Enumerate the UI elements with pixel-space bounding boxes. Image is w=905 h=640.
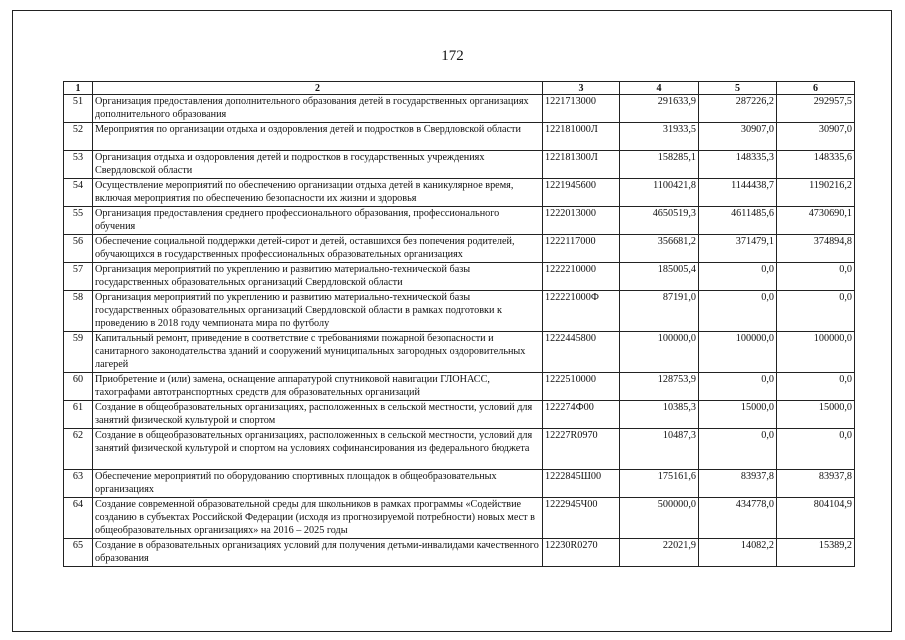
column-header: 6 <box>777 82 855 95</box>
row-number: 62 <box>64 429 93 470</box>
amount-col-5: 0,0 <box>699 263 777 291</box>
amount-col-4: 10385,3 <box>620 401 699 429</box>
amount-col-6: 4730690,1 <box>777 207 855 235</box>
row-number: 61 <box>64 401 93 429</box>
column-header: 4 <box>620 82 699 95</box>
amount-col-6: 148335,6 <box>777 151 855 179</box>
row-number: 54 <box>64 179 93 207</box>
budget-code: 1222945Ч00 <box>543 498 620 539</box>
budget-code: 1222445800 <box>543 332 620 373</box>
amount-col-5: 100000,0 <box>699 332 777 373</box>
amount-col-6: 374894,8 <box>777 235 855 263</box>
column-header: 2 <box>93 82 543 95</box>
table-row <box>64 429 855 470</box>
amount-col-5: 0,0 <box>699 291 777 332</box>
row-number: 56 <box>64 235 93 263</box>
column-header: 5 <box>699 82 777 95</box>
row-number: 59 <box>64 332 93 373</box>
amount-col-4: 4650519,3 <box>620 207 699 235</box>
budget-code: 122274Ф00 <box>543 401 620 429</box>
amount-col-6: 292957,5 <box>777 95 855 123</box>
amount-col-5: 83937,8 <box>699 470 777 498</box>
budget-code: 12230R0270 <box>543 539 620 567</box>
amount-col-4: 500000,0 <box>620 498 699 539</box>
page-number: 172 <box>441 48 464 64</box>
table-row <box>64 498 855 539</box>
row-description: Организация предоставления среднего профессионального образования, профессионального обучения <box>93 207 543 235</box>
budget-table <box>63 81 855 567</box>
table-row <box>64 263 855 291</box>
row-description: Осуществление мероприятий по обеспечению организации отдыха детей в каникулярное время, включая мероприятия по обеспечению безопасности их жизни и здоровья <box>93 179 543 207</box>
row-description: Организация отдыха и оздоровления детей и подростков в государственных учреждениях Свердловской области <box>93 151 543 179</box>
row-number: 60 <box>64 373 93 401</box>
budget-code: 1221945600 <box>543 179 620 207</box>
row-number: 63 <box>64 470 93 498</box>
amount-col-4: 158285,1 <box>620 151 699 179</box>
row-description: Создание в общеобразовательных организациях, расположенных в сельской местности, условий для занятий физической культурой и спортом на условиях софинансирования из федерального бюджета <box>93 429 543 470</box>
row-description: Капитальный ремонт, приведение в соответствие с требованиями пожарной безопасности и санитарного законодательства зданий и сооружений муниципальных загородных оздоровительных лагерей <box>93 332 543 373</box>
row-description: Создание в общеобразовательных организациях, расположенных в сельской местности, условий для занятий физической культурой и спортом <box>93 401 543 429</box>
amount-col-6: 15389,2 <box>777 539 855 567</box>
row-number: 51 <box>64 95 93 123</box>
row-description: Обеспечение мероприятий по оборудованию спортивных площадок в общеобразовательных организациях <box>93 470 543 498</box>
amount-col-4: 22021,9 <box>620 539 699 567</box>
amount-col-6: 804104,9 <box>777 498 855 539</box>
amount-col-5: 14082,2 <box>699 539 777 567</box>
amount-col-5: 287226,2 <box>699 95 777 123</box>
budget-code: 1222510000 <box>543 373 620 401</box>
amount-col-6: 30907,0 <box>777 123 855 151</box>
table-row <box>64 470 855 498</box>
table-row <box>64 332 855 373</box>
budget-code: 122181300Л <box>543 151 620 179</box>
row-number: 57 <box>64 263 93 291</box>
table-row <box>64 151 855 179</box>
amount-col-5: 434778,0 <box>699 498 777 539</box>
table-row <box>64 539 855 567</box>
budget-code: 122221000Ф <box>543 291 620 332</box>
column-header: 3 <box>543 82 620 95</box>
amount-col-6: 83937,8 <box>777 470 855 498</box>
row-description: Организация мероприятий по укреплению и развитию материально-технической базы государственных образовательных организаций Свердловской области <box>93 263 543 291</box>
table-row <box>64 179 855 207</box>
row-description: Организация мероприятий по укреплению и развитию материально-технической базы государственных образовательных организаций Свердловской области в рамках подготовки к проведению в 2018 году чемпионата мира по футболу <box>93 291 543 332</box>
amount-col-4: 31933,5 <box>620 123 699 151</box>
row-number: 65 <box>64 539 93 567</box>
budget-code: 1222845Ш00 <box>543 470 620 498</box>
row-number: 53 <box>64 151 93 179</box>
table-row <box>64 291 855 332</box>
row-description: Приобретение и (или) замена, оснащение аппаратурой спутниковой навигации ГЛОНАСС, тахографами автотранспортных средств для образовательных организаций <box>93 373 543 401</box>
amount-col-6: 0,0 <box>777 291 855 332</box>
amount-col-5: 0,0 <box>699 373 777 401</box>
row-description: Мероприятия по организации отдыха и оздоровления детей и подростков в Свердловской области <box>93 123 543 151</box>
amount-col-5: 30907,0 <box>699 123 777 151</box>
amount-col-4: 356681,2 <box>620 235 699 263</box>
row-number: 64 <box>64 498 93 539</box>
amount-col-4: 1100421,8 <box>620 179 699 207</box>
row-description: Создание современной образовательной среды для школьников в рамках программы «Содействие созданию в субъектах Российской Федерации (исходя из прогнозируемой потребности) новых мест в общеобразовательных организациях» на 2016 – 2025 годы <box>93 498 543 539</box>
row-description: Организация предоставления дополнительного образования детей в государственных организациях дополнительного образования <box>93 95 543 123</box>
budget-code: 122181000Л <box>543 123 620 151</box>
amount-col-4: 87191,0 <box>620 291 699 332</box>
budget-code: 1222117000 <box>543 235 620 263</box>
amount-col-5: 0,0 <box>699 429 777 470</box>
row-number: 52 <box>64 123 93 151</box>
amount-col-4: 10487,3 <box>620 429 699 470</box>
amount-col-6: 15000,0 <box>777 401 855 429</box>
amount-col-6: 1190216,2 <box>777 179 855 207</box>
amount-col-4: 185005,4 <box>620 263 699 291</box>
amount-col-5: 15000,0 <box>699 401 777 429</box>
table-row <box>64 123 855 151</box>
table-row <box>64 207 855 235</box>
amount-col-4: 291633,9 <box>620 95 699 123</box>
amount-col-5: 1144438,7 <box>699 179 777 207</box>
budget-code: 1221713000 <box>543 95 620 123</box>
amount-col-6: 0,0 <box>777 263 855 291</box>
amount-col-6: 100000,0 <box>777 332 855 373</box>
table-header-row <box>64 82 855 95</box>
amount-col-5: 4611485,6 <box>699 207 777 235</box>
amount-col-6: 0,0 <box>777 373 855 401</box>
row-description: Обеспечение социальной поддержки детей-сирот и детей, оставшихся без попечения родителей, обучающихся в государственных профессиональных образовательных организациях <box>93 235 543 263</box>
row-description: Создание в образовательных организациях условий для получения детьми-инвалидами качественного образования <box>93 539 543 567</box>
budget-code: 1222210000 <box>543 263 620 291</box>
budget-code: 12227R0970 <box>543 429 620 470</box>
amount-col-4: 100000,0 <box>620 332 699 373</box>
column-header: 1 <box>64 82 93 95</box>
row-number: 58 <box>64 291 93 332</box>
amount-col-4: 128753,9 <box>620 373 699 401</box>
table-row <box>64 401 855 429</box>
row-number: 55 <box>64 207 93 235</box>
table-row <box>64 95 855 123</box>
table-row <box>64 373 855 401</box>
budget-code: 1222013000 <box>543 207 620 235</box>
amount-col-4: 175161,6 <box>620 470 699 498</box>
amount-col-5: 148335,3 <box>699 151 777 179</box>
amount-col-5: 371479,1 <box>699 235 777 263</box>
amount-col-6: 0,0 <box>777 429 855 470</box>
table-row <box>64 235 855 263</box>
